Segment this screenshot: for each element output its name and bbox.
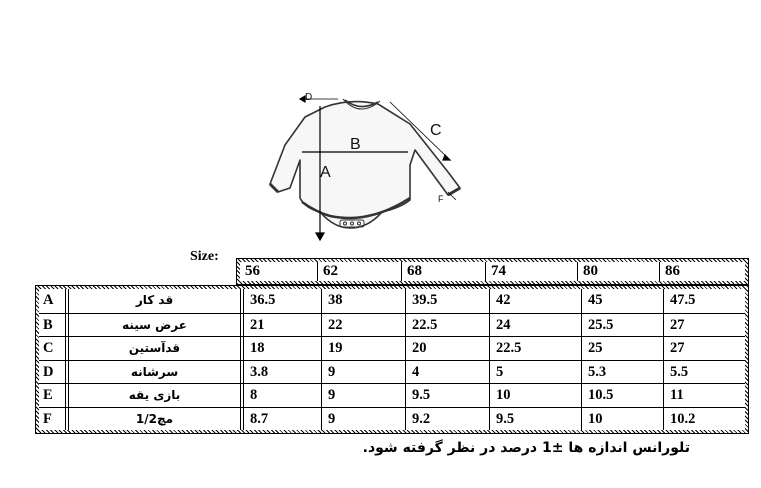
table-cell: 22.5 [405, 314, 489, 337]
table-cell: 22 [321, 314, 405, 337]
table-cell: 9 [321, 361, 405, 384]
row-letter: C [43, 340, 54, 356]
row-name: بازی یقه [65, 384, 240, 407]
label-d: D [305, 92, 313, 103]
table-cell: 11 [663, 384, 745, 407]
label-a: A [320, 164, 331, 181]
table-row [39, 289, 745, 313]
table-cell: 9 [321, 408, 405, 431]
row-name: قدآستین [65, 337, 240, 360]
tolerance-note: تلورانس اندازه ها ±1 درصد در نظر گرفته شود. [362, 440, 690, 456]
row-name: سرشانه [65, 361, 240, 384]
row-name: عرض سینه [65, 314, 240, 337]
measurement-table [35, 285, 749, 434]
table-cell: 39.5 [405, 289, 489, 313]
row-name: مچ1/2 [65, 408, 240, 431]
table-cell: 22.5 [489, 337, 581, 360]
table-cell: 9.5 [405, 384, 489, 407]
size-header-cell: 74 [485, 262, 577, 281]
size-header-cell: 80 [577, 262, 659, 281]
table-cell: 10.5 [581, 384, 663, 407]
table-cell: 20 [405, 337, 489, 360]
table-row [39, 383, 745, 407]
table-cell: 25.5 [581, 314, 663, 337]
table-cell: 9 [321, 384, 405, 407]
table-cell: 10.2 [663, 408, 745, 431]
table-cell: 36.5 [240, 289, 321, 313]
size-header [236, 258, 749, 285]
row-letter: E [43, 387, 53, 403]
table-cell: 18 [240, 337, 321, 360]
size-label: Size: [190, 249, 219, 264]
table-cell: 10 [581, 408, 663, 431]
table-cell: 5.5 [663, 361, 745, 384]
table-cell: 3.8 [240, 361, 321, 384]
table-cell: 24 [489, 314, 581, 337]
table-cell: 27 [663, 314, 745, 337]
row-letter: A [43, 292, 54, 308]
table-cell: 5 [489, 361, 581, 384]
label-f: F [438, 194, 444, 204]
table-row [39, 407, 745, 431]
table-row [39, 360, 745, 384]
table-cell: 5.3 [581, 361, 663, 384]
size-header-cell: 86 [659, 262, 745, 281]
row-letter: F [43, 410, 52, 427]
table-cell: 47.5 [663, 289, 745, 313]
size-header-cell: 68 [401, 262, 485, 281]
label-b: B [350, 136, 361, 153]
row-name: قد کار [65, 289, 240, 313]
row-letter: D [43, 363, 54, 380]
table-cell: 27 [663, 337, 745, 360]
table-cell: 21 [240, 314, 321, 337]
bodysuit-diagram [250, 80, 490, 250]
table-cell: 4 [405, 361, 489, 384]
row-letter: B [43, 316, 53, 333]
table-cell: 9.5 [489, 408, 581, 431]
table-row [39, 313, 745, 337]
size-header-cell: 56 [245, 263, 260, 279]
size-header-cell: 62 [317, 262, 401, 281]
table-cell: 19 [321, 337, 405, 360]
table-cell: 8 [240, 384, 321, 407]
table-cell: 10 [489, 384, 581, 407]
label-c: C [430, 122, 442, 139]
table-cell: 9.2 [405, 408, 489, 431]
table-cell: 45 [581, 289, 663, 313]
table-cell: 8.7 [240, 408, 321, 431]
table-row [39, 336, 745, 360]
table-cell: 42 [489, 289, 581, 313]
table-cell: 25 [581, 337, 663, 360]
table-cell: 38 [321, 289, 405, 313]
